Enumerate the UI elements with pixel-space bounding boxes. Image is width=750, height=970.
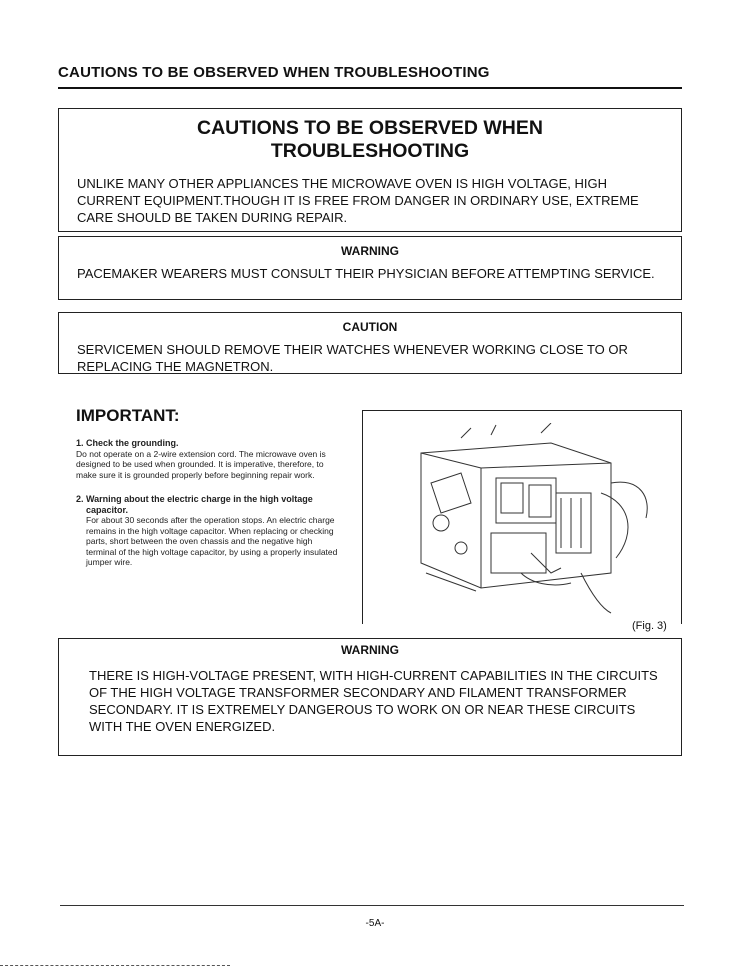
figure-frame — [362, 410, 682, 624]
item-text: Do not operate on a 2-wire extension cord. The microwave oven is designed to be used when grounded. It is imperative, therefore, to make sure it is grounded properly before beginning repair work. — [76, 448, 326, 480]
page-header-title: CAUTIONS TO BE OBSERVED WHEN TROUBLESHOOTING — [58, 64, 490, 81]
item-title: 1. Check the grounding. — [76, 438, 179, 448]
list-item — [76, 494, 344, 568]
item-text: For about 30 seconds after the operation stops. An electric charge remains in the high voltage capacitor. When replacing or checking parts, short between the oven chassis and the negative high terminal of the high voltage capacitor, by using a properly insulated jumper wire. — [86, 515, 338, 567]
warning-box-high-voltage — [58, 638, 682, 756]
warning-box-pacemaker — [58, 236, 682, 300]
important-heading: IMPORTANT: — [76, 406, 180, 425]
caution-title: CAUTION — [342, 320, 398, 334]
important-list — [76, 438, 344, 582]
warning2-title: WARNING — [341, 643, 399, 657]
caution-box-magnetron — [58, 312, 682, 374]
figure-caption: (Fig. 3) — [632, 620, 667, 632]
warning2-line1: THERE IS HIGH-VOLTAGE PRESENT, WITH HIGH-CURRENT CAPABILITIES IN THE CIRCUITS — [89, 668, 658, 683]
intro-box-title — [59, 117, 681, 163]
microwave-chassis-illustration — [401, 423, 651, 618]
footer-rule — [60, 905, 684, 906]
intro-text: UNLIKE MANY OTHER APPLIANCES THE MICROWAVE OVEN IS HIGH VOLTAGE, HIGH CURRENT EQUIPMENT.THOUGH IT IS FREE FROM DANGER IN ORDINARY USE, EXTREME CARE SHOULD BE TAKEN DURING REPAIR. — [77, 176, 639, 225]
scan-edge-marks — [0, 965, 230, 968]
warning2-line2: OF THE HIGH VOLTAGE TRANSFORMER SECONDARY AND FILAMENT TRANSFORMER SECONDARY. IT IS EXTREMELY DANGEROUS TO WORK ON OR NEAR THESE CIRCUITS WITH THE OVEN ENERGIZED. — [89, 685, 636, 734]
item-title: 2. Warning about the electric charge in the high voltage capacitor. — [76, 494, 313, 515]
header-rule — [58, 87, 682, 89]
caution-text: SERVICEMEN SHOULD REMOVE THEIR WATCHES WHENEVER WORKING CLOSE TO OR REPLACING THE MAGNETRON. — [77, 342, 628, 374]
intro-caution-box — [58, 108, 682, 232]
page-number: -5A- — [365, 918, 385, 929]
list-item — [76, 438, 344, 480]
intro-title-line1: CAUTIONS TO BE OBSERVED WHEN — [197, 117, 543, 139]
intro-title-line2: TROUBLESHOOTING — [270, 140, 470, 162]
warning2-text — [89, 667, 661, 735]
warning-text: PACEMAKER WEARERS MUST CONSULT THEIR PHYSICIAN BEFORE ATTEMPTING SERVICE. — [77, 266, 655, 281]
warning-title: WARNING — [341, 244, 399, 258]
